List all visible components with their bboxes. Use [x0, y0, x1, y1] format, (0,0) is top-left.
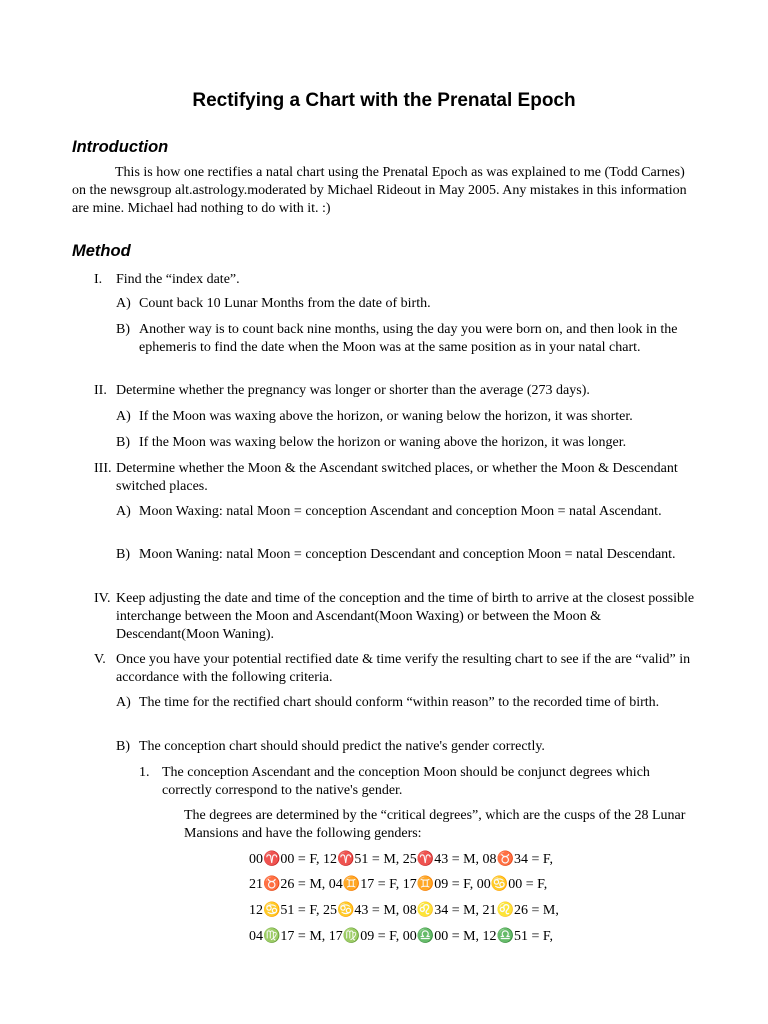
method-step-i-b — [116, 321, 702, 357]
substep-text: The time for the rectified chart should conform “within reason” to the recorded time of birth. — [139, 695, 660, 710]
critical-degrees-line: 21♉26 = M, 04♊17 = F, 17♊09 = F, 00♋00 = F, — [249, 877, 548, 892]
substep-text: Moon Waning: natal Moon = conception Descendant and conception Moon = natal Descendant. — [139, 547, 676, 562]
substep-text: If the Moon was waxing above the horizon, or waning below the horizon, it was shorter. — [139, 409, 633, 424]
substep-letter: B) — [116, 322, 130, 337]
step-text: Keep adjusting the date and time of the conception and the time of birth to arrive at the closest possible interchange between the Moon and Ascendant(Moon Waxing) or between the Moon & Descendant(Moon Waning). — [116, 591, 695, 642]
critical-degrees-paragraph: The degrees are determined by the “critical degrees”, which are the cusps of the 28 Lunar Mansions and have the following genders: — [184, 808, 686, 841]
method-step-v — [94, 651, 702, 687]
method-step-v-a — [116, 694, 702, 712]
substep-letter: A) — [116, 409, 131, 424]
substep-letter: A) — [116, 504, 131, 519]
substep-text: Moon Waxing: natal Moon = conception Ascendant and conception Moon = natal Ascendant. — [139, 504, 662, 519]
critical-degrees-line: 12♋51 = F, 25♋43 = M, 08♌34 = M, 21♌26 = M, — [249, 903, 559, 918]
substep-letter: B) — [116, 547, 130, 562]
method-heading: Method — [72, 242, 131, 260]
substep-text: The conception chart should should predict the native's gender correctly. — [139, 739, 545, 754]
step-text: Once you have your potential rectified date & time verify the resulting chart to see if the are “valid” in accordance with the following criteria. — [116, 652, 691, 685]
step-text: Determine whether the pregnancy was longer or shorter than the average (273 days). — [116, 383, 590, 398]
method-step-i-a — [116, 295, 702, 313]
substep-letter: B) — [116, 739, 130, 754]
substep-letter: A) — [116, 695, 131, 710]
step-number: III. — [94, 461, 112, 476]
substep-text: If the Moon was waxing below the horizon or waning above the horizon, it was longer. — [139, 435, 627, 450]
step-number: IV. — [94, 591, 111, 606]
critical-degrees-line: 04♍17 = M, 17♍09 = F, 00♎00 = M, 12♎51 = F, — [249, 929, 554, 944]
method-step-ii-a — [116, 408, 702, 426]
introduction-heading: Introduction — [72, 138, 169, 156]
introduction-paragraph: This is how one rectifies a natal chart using the Prenatal Epoch as was explained to me (Todd Carnes) on the newsgroup alt.astrology.moderated by Michael Rideout in May 2005. Any mistakes in this information are mine. Michael had nothing to do with it. :) — [72, 165, 687, 216]
step-text: Determine whether the Moon & the Ascendant switched places, or whether the Moon & Descendant switched places. — [116, 461, 678, 494]
substep-text: Count back 10 Lunar Months from the date of birth. — [139, 296, 431, 311]
substep-text: Another way is to count back nine months, using the day you were born on, and then look in the ephemeris to find the date when the Moon was at the same position as in your natal chart. — [139, 322, 678, 355]
step-text: Find the “index date”. — [116, 272, 240, 287]
method-step-ii-b — [116, 434, 702, 452]
step-number: II. — [94, 383, 107, 398]
critical-degrees-line: 00♈00 = F, 12♈51 = M, 25♈43 = M, 08♉34 = F, — [249, 852, 554, 867]
method-step-iii-b — [116, 546, 702, 564]
substep-letter: A) — [116, 296, 131, 311]
method-step-v-b-1 — [139, 764, 702, 800]
method-step-ii — [94, 382, 702, 400]
method-step-i — [94, 271, 702, 289]
step-number: I. — [94, 272, 103, 287]
method-step-iv — [94, 590, 702, 644]
substep-letter: B) — [116, 435, 130, 450]
method-step-v-b — [116, 738, 702, 756]
step-number: V. — [94, 652, 106, 667]
substep-number: 1. — [139, 765, 150, 780]
substep-text: The conception Ascendant and the conception Moon should be conjunct degrees which correctly correspond to the native's gender. — [162, 765, 650, 798]
document-title: Rectifying a Chart with the Prenatal Epoch — [192, 90, 576, 111]
method-step-iii-a — [116, 503, 702, 521]
method-step-iii — [94, 460, 702, 496]
